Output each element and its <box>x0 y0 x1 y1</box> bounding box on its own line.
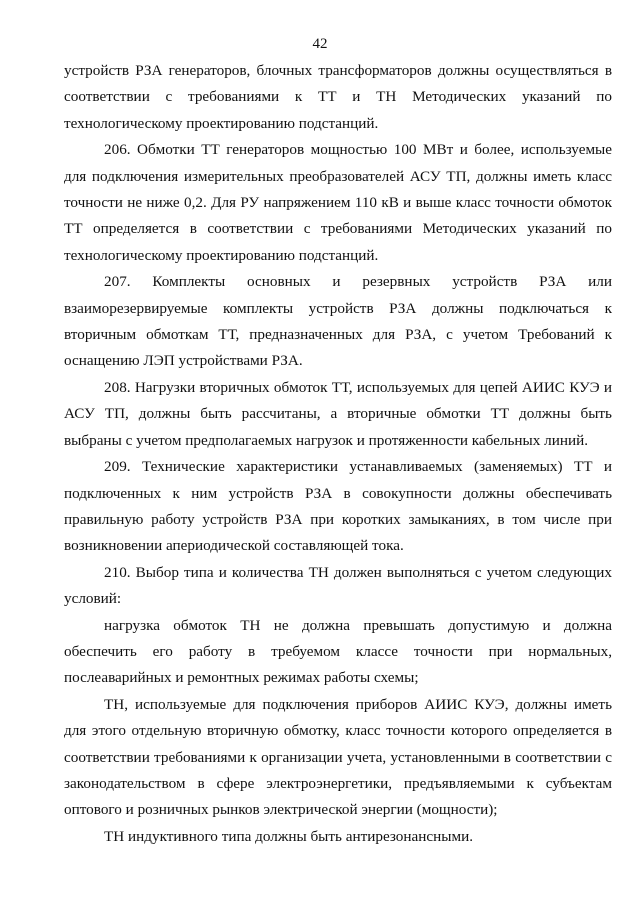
paragraph-207: 207. Комплекты основных и резервных устройств РЗА или взаиморезервируемые комплекты устройств РЗА должны подключаться к вторичным обмоткам ТТ, предназначенных для РЗА, с учетом Требований к оснащению ЛЭП устройствами РЗА. <box>64 273 612 370</box>
paragraph-210: 210. Выбор типа и количества ТН должен выполняться с учетом следующих условий: <box>64 563 612 608</box>
paragraph-208: 208. Нагрузки вторичных обмоток ТТ, используемых для цепей АИИС КУЭ и АСУ ТП, должны быть рассчитаны, а вторичные обмотки ТТ должны быть выбраны с учетом предполагаемых нагрузок и протяженности кабельных линий. <box>64 378 612 449</box>
condition-antiresonance: ТН индуктивного типа должны быть антирезонансными. <box>104 827 474 845</box>
paragraph-209: 209. Технические характеристики устанавливаемых (заменяемых) ТТ и подключенных к ним устройств РЗА в совокупности должны обеспечивать правильную работу устройств РЗА при коротких замыканиях, в том числе при возникновении апериодической составляющей тока. <box>64 458 612 555</box>
paragraph-continuation: устройств РЗА генераторов, блочных трансформаторов должны осуществляться в соответствии с требованиями к ТТ и ТН Методических указаний по технологическому проектированию подстанций. <box>64 62 612 132</box>
condition-metering: ТН, используемые для подключения приборов АИИС КУЭ, должны иметь для этого отдельную вторичную обмотку, класс точности которого определяется в соответствии требованиями к организации учета, установленными в соответствии с законодательством в сфере электроэнергетики, предъявляемыми к субъектам оптового и розничных рынков электрической энергии (мощности); <box>64 695 612 819</box>
page-number: 42 <box>312 36 328 52</box>
condition-load: нагрузка обмоток ТН не должна превышать допустимую и должна обеспечить его работу в требуемом классе точности при нормальных, послеаварийных и ремонтных режимах работы схемы; <box>64 616 612 687</box>
paragraph-206: 206. Обмотки ТТ генераторов мощностью 100 МВт и более, используемые для подключения измерительных преобразователей АСУ ТП, должны иметь класс точности не ниже 0,2. Для РУ напряжением 110 кВ и выше класс точности обмоток ТТ определяется в соответствии с требованиями Методических указаний по технологическому проектированию подстанций. <box>64 141 612 264</box>
document-body <box>64 58 612 850</box>
